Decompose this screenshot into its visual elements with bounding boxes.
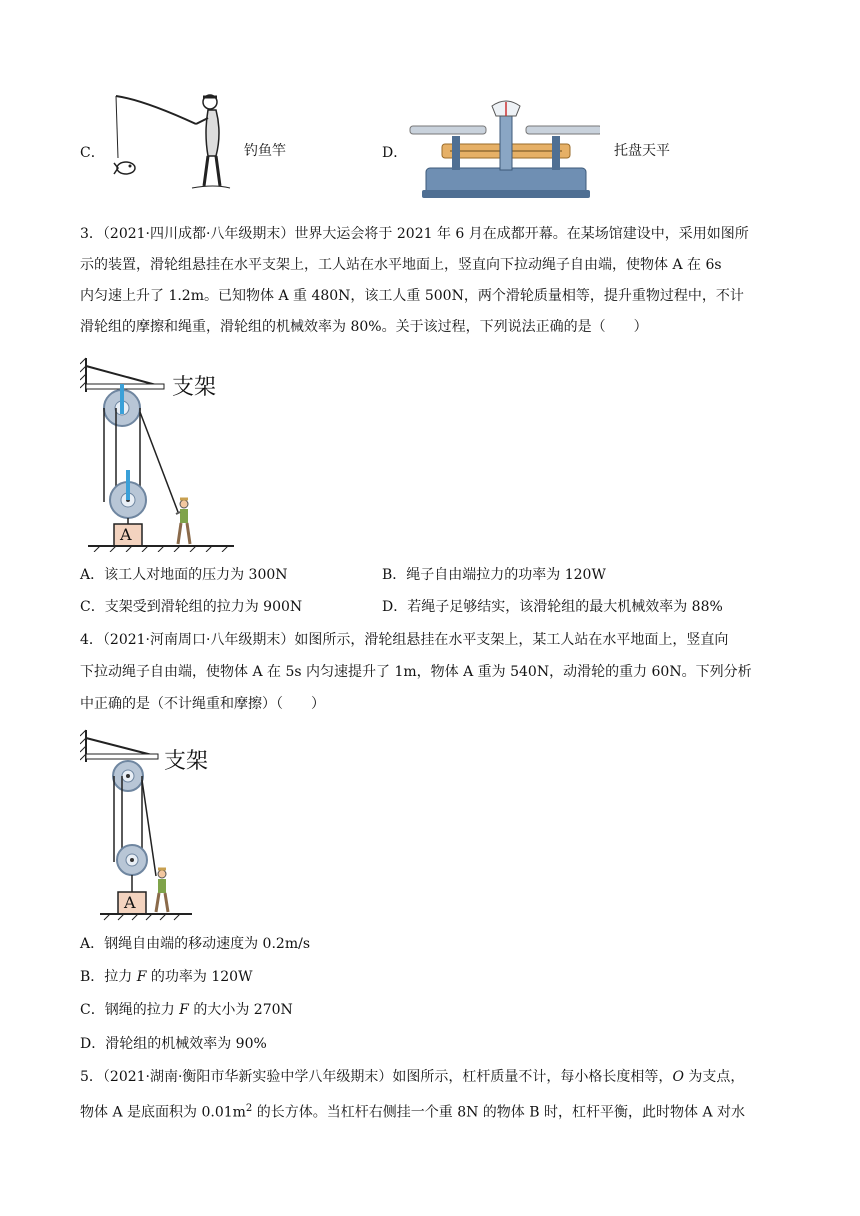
bracket-label: 支架: [172, 375, 217, 400]
question-text-line: [80, 1099, 745, 1123]
option-c: [80, 1000, 293, 1020]
option-a: A．钢绳自由端的移动速度为 0.2m/s: [80, 936, 311, 952]
balance-scale-figure: [406, 96, 600, 200]
option-a: A．该工人对地面的压力为 300N: [80, 567, 288, 583]
option-d: D．滑轮组的机械效率为 90%: [80, 1036, 267, 1052]
option-label: C．: [80, 145, 105, 161]
block-label: A: [124, 893, 136, 912]
option-b-text: 的功率为 120W: [146, 969, 253, 985]
question-text-line: 4．（2021·河南周口·八年级期末）如图所示，滑轮组悬挂在水平支架上，某工人站在水平地面上，竖直向: [80, 632, 729, 648]
option-c-text: 的大小为 270N: [188, 1002, 293, 1018]
question-text-line: [80, 1067, 744, 1087]
figure-caption: 钓鱼竿: [244, 143, 286, 159]
fishing-rod-figure: [104, 88, 234, 198]
force-variable: F: [136, 969, 147, 985]
option-c-text: C．钢绳的拉力: [80, 1002, 180, 1018]
figure-caption: 托盘天平: [614, 143, 670, 159]
question-text: 5．（2021·湖南·衡阳市华新实验中学八年级期末）如图所示，杠杆质量不计，每小格长度相等，: [80, 1069, 673, 1085]
superscript: 2: [245, 1103, 253, 1114]
pulley-system-figure: [80, 352, 240, 552]
question-text-line: 3．（2021·四川成都·八年级期末）世界大运会将于 2021 年 6 月在成都开幕。在某场馆建设中，采用如图所: [80, 226, 749, 242]
question-text-line: 下拉动绳子自由端，使物体 A 在 5s 内匀速提升了 1m，物体 A 重为 540N，动滑轮的重力 60N。下列分析: [80, 664, 752, 680]
pivot-variable: O: [672, 1069, 684, 1085]
bracket-label: 支架: [164, 749, 209, 774]
option-b: [80, 967, 252, 987]
question-text: 的长方体。当杠杆右侧挂一个重 8N 的物体 B 时，杠杆平衡，此时物体 A 对水: [252, 1104, 746, 1121]
question-text-line: 示的装置，滑轮组悬挂在水平支架上，工人站在水平地面上，竖直向下拉动绳子自由端，使物体 A 在 6s: [80, 257, 722, 273]
option-c: C．支架受到滑轮组的拉力为 900N: [80, 599, 303, 615]
option-d: D．若绳子足够结实，该滑轮组的最大机械效率为 88%: [382, 599, 723, 615]
question-text: 为支点，: [683, 1069, 745, 1085]
option-b-text: B．拉力: [80, 969, 137, 985]
pulley-system-figure: [80, 726, 230, 922]
question-text: 物体 A 是底面积为 0.01m: [80, 1104, 246, 1121]
question-text-line: 滑轮组的摩擦和绳重，滑轮组的机械效率为 80%。关于该过程，下列说法正确的是（ ）: [80, 319, 648, 335]
option-b: B．绳子自由端拉力的功率为 120W: [382, 567, 606, 583]
force-variable: F: [179, 1002, 189, 1018]
option-label: D．: [382, 145, 408, 161]
block-label: A: [120, 525, 132, 544]
question-text-line: 内匀速上升了 1.2m。已知物体 A 重 480N，该工人重 500N，两个滑轮质量相等，提升重物过程中，不计: [80, 288, 744, 304]
question-text-line: 中正确的是（不计绳重和摩擦）（ ）: [80, 696, 325, 712]
